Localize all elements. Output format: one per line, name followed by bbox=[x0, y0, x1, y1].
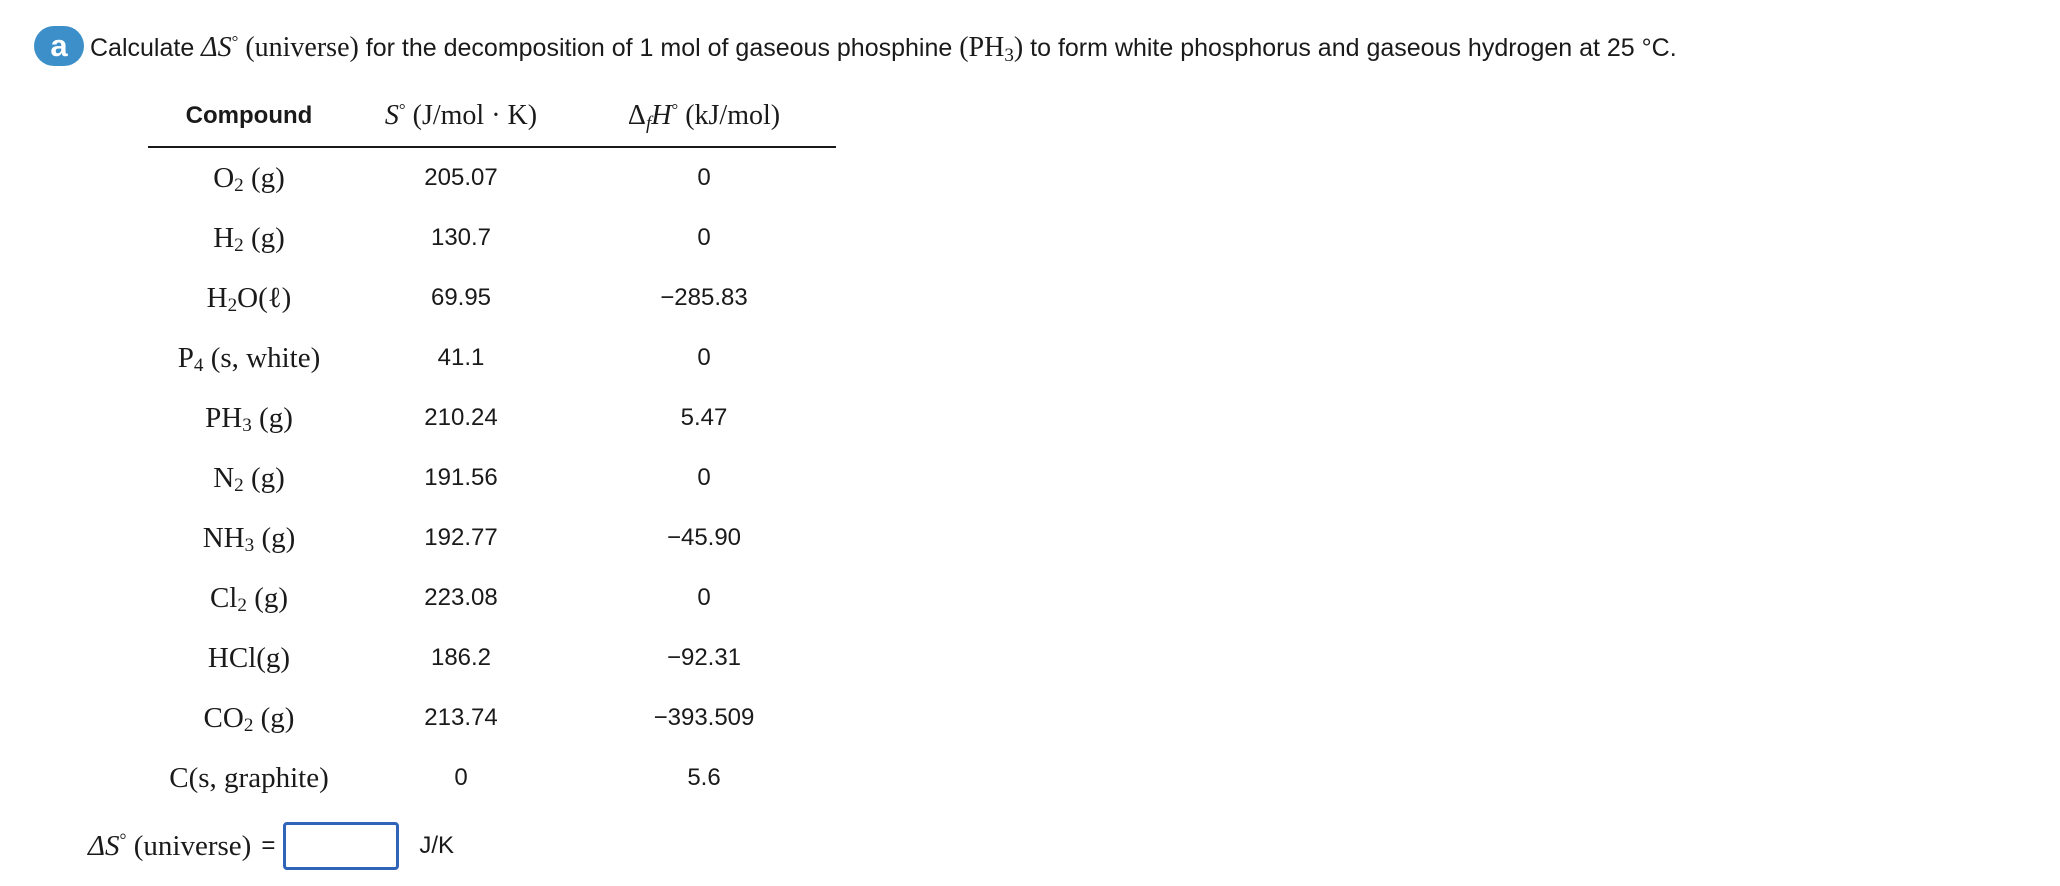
compound-formula-sub: 4 bbox=[193, 354, 204, 376]
unit-label: J/K bbox=[419, 832, 455, 859]
compound-formula-main: CO bbox=[203, 701, 244, 734]
delta-s-symbol: ΔS bbox=[201, 32, 232, 63]
header-h-delta: Δ bbox=[627, 100, 646, 131]
compound-formula-sub: 2 bbox=[243, 714, 254, 736]
table-row bbox=[148, 508, 836, 568]
header-h-units: (kJ/mol) bbox=[678, 100, 781, 131]
compound-cell bbox=[148, 748, 350, 808]
compound-formula-state: (g) bbox=[251, 401, 293, 434]
table-row bbox=[148, 388, 836, 448]
compound-formula-main: PH bbox=[205, 401, 243, 434]
equals-sign: = bbox=[261, 832, 276, 859]
compound-formula-state: (g) bbox=[253, 701, 295, 734]
table-row bbox=[148, 448, 836, 508]
compound-formula-main: NH bbox=[202, 521, 245, 554]
compound-formula-state: O(ℓ) bbox=[237, 281, 292, 314]
table-row bbox=[148, 328, 836, 388]
enthalpy-cell: −92.31 bbox=[666, 644, 742, 671]
compound-formula-main: N bbox=[213, 461, 235, 494]
table-header-row bbox=[148, 86, 836, 147]
delta-s-universe-input[interactable] bbox=[283, 822, 399, 870]
table-row bbox=[148, 208, 836, 268]
answer-row bbox=[88, 820, 454, 872]
entropy-cell: 130.7 bbox=[430, 224, 492, 251]
entropy-cell: 213.74 bbox=[424, 704, 498, 731]
table-row bbox=[148, 748, 836, 808]
phosphine-formula-open: (PH bbox=[959, 32, 1005, 63]
compound-cell bbox=[148, 628, 350, 688]
entropy-cell: 0 bbox=[454, 764, 468, 791]
header-h-sub: f bbox=[645, 112, 652, 134]
compound-formula-main: H bbox=[213, 221, 235, 254]
phosphine-formula-sub: 3 bbox=[1004, 44, 1014, 66]
compound-formula-state: (g) bbox=[254, 521, 296, 554]
phosphine-formula-close: ) bbox=[1013, 32, 1024, 63]
compound-cell bbox=[148, 508, 350, 568]
answer-delta-s-symbol: ΔS bbox=[88, 829, 120, 862]
compound-formula-state: (g) bbox=[243, 221, 285, 254]
compound-cell bbox=[148, 328, 350, 388]
compound-cell bbox=[148, 208, 350, 268]
universe-label: (universe) bbox=[238, 32, 359, 63]
question-prompt bbox=[34, 28, 1677, 68]
header-s-units: (J/mol · K) bbox=[405, 100, 538, 131]
entropy-cell: 69.95 bbox=[430, 284, 492, 311]
compound-formula-main: O bbox=[213, 161, 235, 194]
table-row bbox=[148, 268, 836, 328]
entropy-cell: 186.2 bbox=[430, 644, 492, 671]
compound-cell bbox=[148, 268, 350, 328]
part-badge-label: a bbox=[50, 28, 68, 63]
header-s-symbol: S bbox=[384, 100, 399, 131]
compound-formula-state: (g) bbox=[246, 581, 289, 614]
phosphine-formula bbox=[959, 32, 1024, 66]
compound-formula-sub: 3 bbox=[244, 534, 255, 556]
compound-formula-sub: 2 bbox=[237, 594, 247, 616]
compound-formula-main: C(s, graphite) bbox=[169, 761, 329, 794]
header-h-degree: ° bbox=[671, 99, 679, 119]
question-text-part2: for the decomposition of 1 mol of gaseous phosphine bbox=[358, 34, 960, 62]
table-row bbox=[148, 568, 836, 628]
compound-cell bbox=[148, 448, 350, 508]
header-standard-entropy bbox=[350, 86, 572, 147]
compound-formula-sub: 2 bbox=[234, 474, 244, 496]
answer-label bbox=[88, 830, 251, 863]
question-text-part3: to form white phosphorus and gaseous hydrogen at 25 °C. bbox=[1023, 34, 1677, 62]
header-h-symbol: H bbox=[651, 100, 672, 131]
table-row bbox=[148, 688, 836, 748]
answer-degree-symbol: ° bbox=[119, 828, 127, 849]
entropy-cell: 192.77 bbox=[424, 524, 498, 551]
enthalpy-cell: 0 bbox=[697, 584, 711, 611]
compound-formula-sub: 2 bbox=[234, 234, 244, 256]
enthalpy-cell: 5.6 bbox=[687, 764, 721, 791]
delta-s-universe-expression bbox=[201, 32, 359, 63]
enthalpy-cell: 5.47 bbox=[680, 404, 728, 431]
table-body bbox=[148, 147, 836, 808]
compound-formula-sub: 2 bbox=[234, 174, 244, 196]
question-text-part1: Calculate bbox=[90, 34, 202, 62]
compound-cell bbox=[148, 147, 350, 208]
entropy-cell: 191.56 bbox=[424, 464, 498, 491]
entropy-cell: 41.1 bbox=[437, 344, 485, 371]
part-a-badge bbox=[34, 26, 84, 66]
answer-universe-label: (universe) bbox=[126, 829, 252, 862]
enthalpy-cell: 0 bbox=[697, 464, 711, 491]
compound-formula-main: Cl bbox=[209, 581, 238, 614]
compound-formula-sub: 2 bbox=[227, 294, 238, 316]
degree-symbol: ° bbox=[231, 31, 239, 51]
question-text bbox=[90, 28, 1677, 68]
compound-cell bbox=[148, 688, 350, 748]
table-row bbox=[148, 628, 836, 688]
compound-formula-main: HCl(g) bbox=[207, 641, 291, 674]
enthalpy-cell: −393.509 bbox=[653, 704, 755, 731]
compound-formula-state: (s, white) bbox=[203, 341, 321, 374]
compound-cell bbox=[148, 388, 350, 448]
enthalpy-cell: 0 bbox=[697, 344, 711, 371]
enthalpy-cell: −285.83 bbox=[660, 284, 748, 311]
entropy-cell: 205.07 bbox=[424, 164, 498, 191]
header-enthalpy-formation bbox=[572, 86, 836, 147]
compound-formula-state: (g) bbox=[243, 161, 285, 194]
entropy-cell: 210.24 bbox=[424, 404, 498, 431]
entropy-cell: 223.08 bbox=[424, 584, 498, 611]
enthalpy-cell: 0 bbox=[697, 164, 711, 191]
table-row bbox=[148, 147, 836, 208]
thermo-data-table bbox=[148, 86, 836, 808]
compound-formula-main: H bbox=[206, 281, 228, 314]
compound-cell bbox=[148, 568, 350, 628]
header-s-degree: ° bbox=[398, 99, 406, 119]
enthalpy-cell: −45.90 bbox=[666, 524, 742, 551]
compound-formula-sub: 3 bbox=[242, 414, 252, 436]
header-compound: Compound bbox=[148, 86, 350, 147]
compound-formula-main: P bbox=[177, 341, 194, 374]
compound-formula-state: (g) bbox=[243, 461, 285, 494]
enthalpy-cell: 0 bbox=[697, 224, 711, 251]
